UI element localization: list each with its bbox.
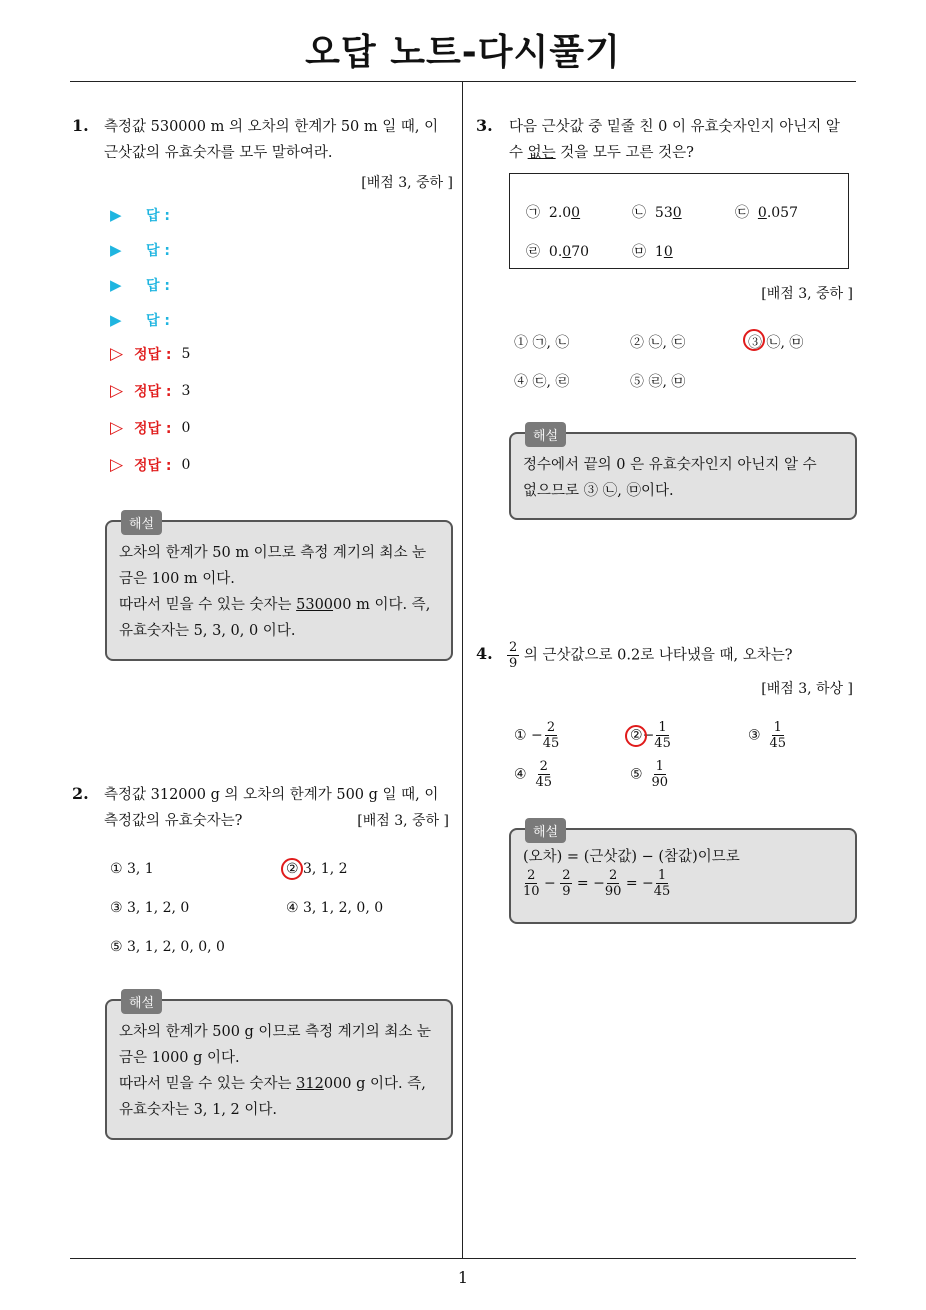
correct-answer-row (110, 381, 190, 401)
q2-explanation-box (105, 996, 453, 1140)
explanation-line: 따라서 믿을 수 있는 숫자는 312000 g 이다. 즉, (119, 1076, 426, 1092)
explanation-line: 금은 1000 g 이다. (119, 1050, 240, 1066)
q1-text-line1: 측정값 530000 m 의 오차의 한계가 50 m 일 때, 이 (104, 119, 439, 135)
q1-correct-answers (110, 344, 190, 475)
q1-explanation-box (105, 517, 453, 661)
q3-item: ㉤ 10 (632, 244, 673, 260)
correct-label: 정답 : (134, 384, 172, 400)
q2-score: [배점 3, 중하 ] (357, 813, 449, 829)
filled-triangle-icon: ▶ (110, 206, 122, 224)
answer-label: 답 : (146, 208, 170, 224)
q2-text-line2: 측정값의 유효숫자는? (104, 813, 243, 829)
q3-number: 3. (476, 116, 493, 135)
explanation-line: 유효숫자는 3, 1, 2 이다. (119, 1102, 277, 1118)
explanation-line: (오차) = (근삿값) − (참값)이므로 (523, 849, 740, 865)
explanation-tag: 해설 (525, 818, 566, 843)
q1-text-line2: 근삿값의 유효숫자를 모두 말하여라. (104, 145, 333, 161)
page-title: 오답 노트-다시풀기 (305, 32, 621, 73)
q3-choice-2[interactable]: ② ㉡, ㉢ (630, 335, 686, 351)
column-divider (462, 82, 463, 1258)
q2-text-line1: 측정값 312000 g 의 오차의 한계가 500 g 일 때, 이 (104, 787, 439, 803)
q3-choice-4[interactable]: ④ ㉢, ㉣ (514, 374, 570, 390)
q4-choice-3[interactable]: ③ $\frac{1}{45}$ (748, 720, 787, 751)
filled-triangle-icon: ▶ (110, 241, 122, 259)
correct-value: 0 (181, 420, 191, 436)
answer-input-row[interactable] (110, 240, 170, 260)
q4-fraction: $\frac{2}{9}$ (509, 640, 518, 671)
q2-choice-3[interactable]: ③ 3, 1, 2, 0 (110, 900, 190, 916)
filled-triangle-icon: ▶ (110, 276, 122, 294)
q3-choice-1[interactable]: ① ㉠, ㉡ (514, 335, 570, 351)
answer-input-row[interactable] (110, 205, 170, 225)
filled-triangle-icon: ▶ (110, 311, 122, 329)
q3-score: [배점 3, 중하 ] (761, 286, 853, 302)
explanation-equation: $\frac{2}{10}$ − $\frac{2}{9}$ = − $\frac{2}{90}$ = − $\frac{1}{45}$ (523, 868, 671, 899)
q3-item: ㉢ 0.057 (735, 205, 798, 221)
q1-score: [배점 3, 중하 ] (361, 175, 453, 191)
q3-items-box (509, 173, 849, 269)
correct-answer-row (110, 344, 190, 364)
page-number: 1 (457, 1268, 469, 1287)
explanation-line: 따라서 믿을 수 있는 숫자는 530000 m 이다. 즉, (119, 597, 431, 613)
q3-item: ㉡ 530 (632, 205, 682, 221)
explanation-line: 금은 100 m 이다. (119, 571, 235, 587)
explanation-tag: 해설 (525, 422, 566, 447)
q3-choice-3[interactable]: ③ ㉡, ㉤ (748, 335, 804, 351)
explanation-line: 오차의 한계가 50 m 이므로 측정 계기의 최소 눈 (119, 545, 427, 561)
explanation-line: 유효숫자는 5, 3, 0, 0 이다. (119, 623, 296, 639)
q2-choice-5[interactable]: ⑤ 3, 1, 2, 0, 0, 0 (110, 939, 225, 955)
q3-explanation-box (509, 429, 857, 520)
q4-text-line1: $\frac{2}{9}$ 의 근삿값으로 0.2로 나타냈을 때, 오차는? (509, 640, 793, 671)
answer-label: 답 : (146, 313, 170, 329)
correct-label: 정답 : (134, 421, 172, 437)
q4-choice-1[interactable]: ① − $\frac{2}{45}$ (514, 720, 560, 751)
q1-explanation-text (119, 540, 444, 644)
explanation-line: 오차의 한계가 500 g 이므로 측정 계기의 최소 눈 (119, 1024, 431, 1040)
q4-explanation-box (509, 825, 857, 924)
q1-number: 1. (72, 116, 89, 135)
q2-choice-4[interactable]: ④ 3, 1, 2, 0, 0 (286, 900, 384, 916)
q3-choice-5[interactable]: ⑤ ㉣, ㉤ (630, 374, 686, 390)
correct-answer-row (110, 455, 190, 475)
correct-answer-row (110, 418, 190, 438)
q2-choice-2[interactable]: ② 3, 1, 2 (286, 861, 348, 877)
q3-item: ㉠ 2.00 (526, 205, 581, 221)
answer-label: 답 : (146, 278, 170, 294)
correct-value: 5 (181, 346, 191, 362)
correct-label: 정답 : (134, 458, 172, 474)
correct-label: 정답 : (134, 347, 172, 363)
q2-number: 2. (72, 784, 89, 803)
q3-explanation-text (523, 452, 848, 504)
q3-text-line1: 다음 근삿값 중 밑줄 친 0 이 유효숫자인지 아닌지 알 (509, 119, 840, 135)
outline-triangle-icon: ▷ (110, 344, 124, 364)
outline-triangle-icon: ▷ (110, 418, 124, 438)
answer-label: 답 : (146, 243, 170, 259)
q3-item: ㉣ 0.070 (526, 244, 590, 260)
q2-choice-1[interactable]: ① 3, 1 (110, 861, 154, 877)
outline-triangle-icon: ▷ (110, 381, 124, 401)
selected-answer-circle (743, 329, 765, 351)
q4-choice-2[interactable]: ②− $\frac{1}{45}$ (630, 720, 671, 751)
correct-value: 0 (181, 457, 191, 473)
correct-value: 3 (181, 383, 191, 399)
q2-explanation-text (119, 1019, 444, 1123)
outline-triangle-icon: ▷ (110, 455, 124, 475)
q3-text-line2: 수 없는 것을 모두 고른 것은? (509, 145, 694, 161)
answer-input-row[interactable] (110, 310, 170, 330)
q1-answer-inputs (110, 205, 170, 345)
answer-input-row[interactable] (110, 275, 170, 295)
explanation-line: 없으므로 ③ ㉡, ㉤이다. (523, 483, 674, 499)
explanation-tag: 해설 (121, 510, 162, 535)
selected-answer-circle (281, 858, 303, 880)
footer-rule (70, 1258, 856, 1259)
selected-answer-circle (625, 725, 647, 747)
q4-explanation-text (523, 846, 848, 899)
q4-choice-5[interactable]: ⑤ $\frac{1}{90}$ (630, 759, 669, 790)
q4-number: 4. (476, 644, 493, 663)
explanation-tag: 해설 (121, 989, 162, 1014)
explanation-line: 정수에서 끝의 0 은 유효숫자인지 아닌지 알 수 (523, 457, 817, 473)
header-rule (70, 81, 856, 82)
q4-score: [배점 3, 하상 ] (761, 681, 853, 697)
q4-choice-4[interactable]: ④ $\frac{2}{45}$ (514, 759, 553, 790)
